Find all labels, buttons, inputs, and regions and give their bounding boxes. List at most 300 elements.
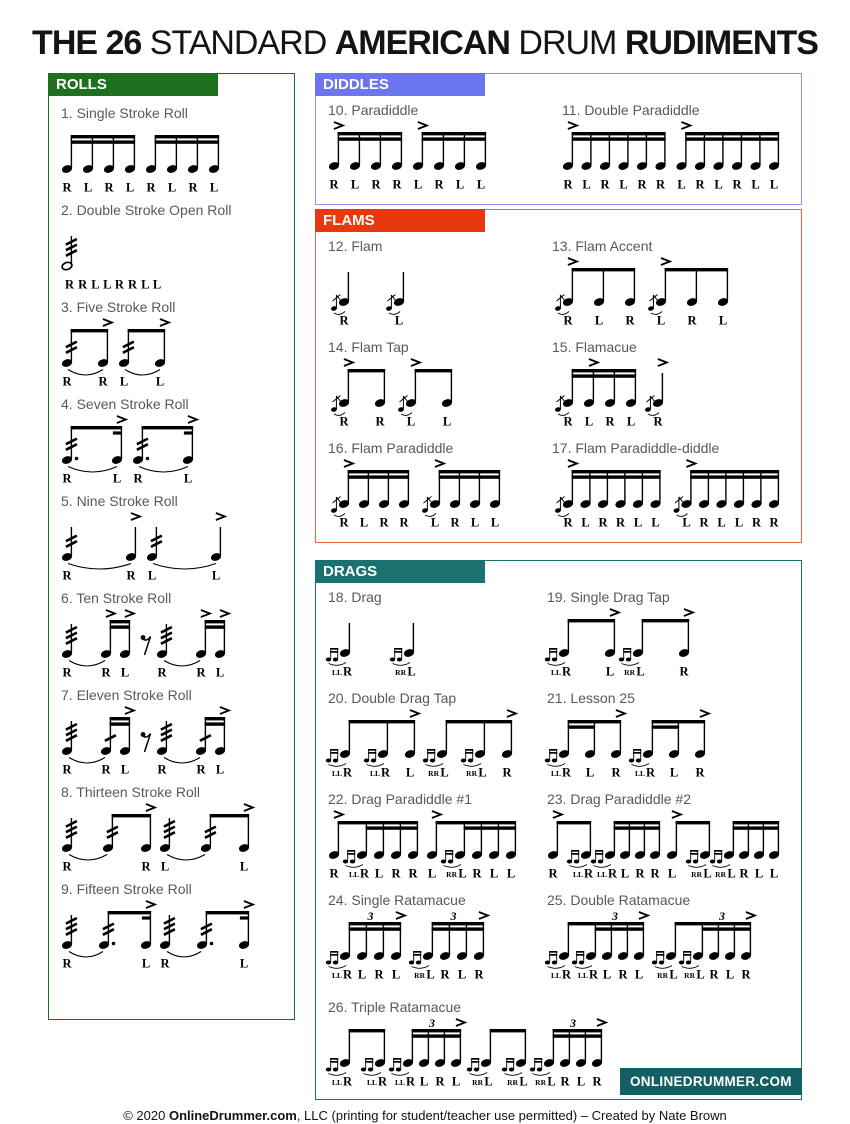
notation-figure: [328, 357, 470, 431]
svg-text:3: 3: [570, 1016, 576, 1030]
svg-text:L: L: [605, 664, 615, 679]
svg-text:R: R: [741, 967, 751, 982]
rudiment-label: 4. Seven Stroke Roll: [61, 396, 189, 412]
svg-text:L: L: [594, 313, 604, 328]
svg-text:R: R: [655, 177, 666, 192]
svg-text:R: R: [561, 967, 572, 982]
rudiment-label: 8. Thirteen Stroke Roll: [61, 784, 201, 800]
svg-text:R: R: [588, 967, 599, 982]
svg-text:L: L: [442, 414, 452, 429]
rudiment-item: [61, 105, 290, 197]
notation-figure: [547, 809, 797, 883]
rudiment-label: 25. Double Ratamacue: [547, 892, 691, 908]
svg-text:R: R: [502, 765, 512, 780]
rudiment-label: 1. Single Stroke Roll: [61, 105, 188, 121]
right-column: [315, 73, 802, 1100]
svg-text:R: R: [377, 1074, 388, 1089]
svg-text:R: R: [408, 866, 418, 881]
rudiment-label: 18. Drag: [328, 589, 382, 605]
rolls-item-list: [49, 97, 294, 973]
svg-text:R: R: [474, 967, 484, 982]
svg-text:L: L: [215, 665, 225, 680]
svg-text:L: L: [584, 414, 594, 429]
notation-figure: [328, 1017, 620, 1091]
svg-text:R: R: [146, 180, 156, 195]
svg-text:L: L: [426, 967, 435, 982]
rudiment-item: [328, 685, 547, 782]
svg-text:R: R: [440, 967, 450, 982]
svg-text:L: L: [626, 414, 636, 429]
svg-text:L: L: [451, 1074, 461, 1089]
svg-text:R: R: [592, 1074, 602, 1089]
diddles-item-list: [316, 97, 801, 204]
svg-text:R: R: [339, 515, 349, 530]
notation-figure: [328, 809, 534, 883]
svg-text:R: R: [560, 1074, 570, 1089]
drags-item-list: [316, 584, 801, 994]
svg-text:LL: LL: [572, 870, 583, 879]
rudiment-label: 16. Flam Paradiddle: [328, 440, 454, 456]
svg-text:R: R: [548, 866, 558, 881]
svg-text:RR: RR: [507, 1078, 518, 1087]
title-segment: AMERICAN: [334, 24, 519, 62]
svg-text:R: R: [133, 471, 143, 486]
svg-text:LL: LL: [348, 870, 359, 879]
rudiment-item: [328, 584, 547, 681]
svg-text:R: R: [699, 515, 709, 530]
rudiment-label: 22. Drag Paradiddle #1: [328, 791, 472, 807]
svg-text:R: R: [371, 177, 381, 192]
svg-text:RR: RR: [395, 668, 406, 677]
svg-text:R: R: [605, 414, 615, 429]
rudiment-item: [61, 202, 290, 294]
notation-figure: [328, 607, 432, 681]
svg-text:R: R: [157, 665, 167, 680]
svg-text:RR: RR: [684, 971, 695, 980]
svg-text:R: R: [379, 515, 389, 530]
svg-text:RR: RR: [535, 1078, 546, 1087]
rudiment-item: [328, 97, 562, 194]
svg-text:R: R: [561, 765, 572, 780]
rudiment-item: [552, 233, 797, 330]
rudiment-label: 3. Five Stroke Roll: [61, 299, 176, 315]
svg-text:L: L: [619, 177, 628, 192]
svg-text:R: R: [329, 866, 339, 881]
svg-text:3: 3: [612, 909, 618, 923]
svg-text:L: L: [669, 765, 679, 780]
svg-text:L: L: [374, 866, 384, 881]
svg-text:R: R: [160, 956, 170, 971]
rudiment-item: [61, 687, 290, 779]
rudiment-label: 11. Double Paradiddle: [562, 102, 700, 118]
footer-prefix: © 2020: [123, 1108, 169, 1123]
svg-text:LL: LL: [550, 668, 561, 677]
svg-text:R: R: [342, 1074, 353, 1089]
svg-text:R: R: [618, 967, 628, 982]
rudiment-label: 12. Flam: [328, 238, 383, 254]
svg-text:R: R: [62, 180, 72, 195]
svg-text:R: R: [563, 313, 573, 328]
svg-text:R R L L R R L L: R R L L R R L L: [65, 277, 162, 292]
notation-figure: [328, 458, 518, 532]
svg-text:R: R: [374, 967, 384, 982]
svg-text:R: R: [62, 665, 72, 680]
svg-text:L: L: [357, 967, 367, 982]
svg-text:LL: LL: [550, 971, 561, 980]
svg-text:R: R: [342, 967, 353, 982]
rudiment-label: 7. Eleven Stroke Roll: [61, 687, 192, 703]
svg-text:LL: LL: [331, 769, 342, 778]
svg-text:RR: RR: [446, 870, 457, 879]
svg-text:R: R: [687, 313, 697, 328]
svg-text:L: L: [547, 1074, 556, 1089]
svg-text:R: R: [157, 762, 167, 777]
title-segment: THE 26: [32, 24, 150, 62]
svg-text:RR: RR: [428, 769, 439, 778]
svg-text:R: R: [196, 665, 206, 680]
svg-text:RR: RR: [472, 1078, 483, 1087]
notation-figure: [547, 607, 707, 681]
svg-text:R: R: [375, 414, 385, 429]
svg-text:L: L: [489, 866, 499, 881]
notation-figure: [328, 708, 530, 782]
rudiment-item: [61, 493, 290, 585]
svg-text:R: R: [62, 374, 72, 389]
rudiment-label: 2. Double Stroke Open Roll: [61, 202, 232, 218]
rudiment-label: 13. Flam Accent: [552, 238, 653, 254]
section-header-rolls: ROLLS: [48, 73, 218, 96]
svg-text:L: L: [714, 177, 723, 192]
svg-text:LL: LL: [331, 1078, 342, 1087]
svg-text:R: R: [563, 177, 573, 192]
content-columns: [48, 73, 802, 1100]
svg-text:L: L: [239, 859, 249, 874]
svg-text:L: L: [394, 313, 404, 328]
svg-text:R: R: [329, 177, 339, 192]
svg-text:R: R: [625, 313, 635, 328]
svg-text:R: R: [101, 762, 111, 777]
svg-text:R: R: [709, 967, 719, 982]
svg-text:L: L: [239, 956, 249, 971]
svg-text:R: R: [62, 956, 72, 971]
page-title: [20, 24, 830, 63]
svg-text:LL: LL: [596, 870, 607, 879]
rudiment-item: [328, 233, 552, 330]
svg-text:L: L: [667, 866, 677, 881]
svg-text:R: R: [342, 664, 353, 679]
svg-text:L: L: [413, 177, 423, 192]
footer-brand: OnlineDrummer.com: [168, 1108, 297, 1123]
svg-text:R: R: [679, 664, 689, 679]
notation-figure: [552, 357, 681, 431]
section-diddles: [315, 73, 802, 205]
svg-text:R: R: [405, 1074, 416, 1089]
svg-text:R: R: [650, 866, 660, 881]
svg-text:R: R: [359, 866, 370, 881]
svg-text:L: L: [470, 515, 480, 530]
rudiment-item: [61, 881, 290, 973]
notation-figure: [562, 120, 797, 194]
rudiment-label: 17. Flam Paradiddle-diddle: [552, 440, 720, 456]
svg-text:L: L: [407, 664, 416, 679]
left-column: [48, 73, 295, 1020]
svg-text:R: R: [563, 414, 573, 429]
svg-text:L: L: [576, 1074, 586, 1089]
svg-text:3: 3: [367, 909, 374, 923]
rudiment-label: 10. Paradiddle: [328, 102, 419, 118]
rudiments-sheet: [0, 24, 850, 1123]
svg-text:R: R: [188, 180, 198, 195]
svg-text:R: R: [392, 177, 402, 192]
svg-text:LL: LL: [331, 668, 342, 677]
svg-text:LL: LL: [634, 769, 645, 778]
svg-text:L: L: [634, 967, 644, 982]
svg-text:RR: RR: [691, 870, 702, 879]
svg-text:LL: LL: [331, 971, 342, 980]
rudiment-label: 23. Drag Paradiddle #2: [547, 791, 691, 807]
svg-text:L: L: [581, 515, 590, 530]
notation-figure: [547, 910, 769, 984]
svg-text:R: R: [732, 177, 742, 192]
rudiment-item: [328, 999, 620, 1091]
section-header-drags: DRAGS: [315, 560, 485, 583]
svg-text:L: L: [519, 1074, 528, 1089]
svg-text:L: L: [582, 177, 591, 192]
rudiment-item: [562, 97, 797, 194]
notation-figure: [61, 511, 239, 585]
rudiment-label: 14. Flam Tap: [328, 339, 409, 355]
svg-text:R: R: [380, 765, 391, 780]
svg-text:L: L: [215, 762, 225, 777]
title-segment: DRUM: [518, 24, 625, 62]
svg-text:R: R: [611, 765, 621, 780]
svg-text:L: L: [209, 180, 219, 195]
rudiment-item: [61, 396, 290, 488]
svg-text:R: R: [434, 177, 444, 192]
svg-text:3: 3: [719, 909, 725, 923]
svg-text:L: L: [430, 515, 440, 530]
svg-text:L: L: [484, 1074, 493, 1089]
footer-suffix: , LLC (printing for student/teacher use permitted) – Created by Nate Brown: [296, 1108, 727, 1123]
svg-text:R: R: [472, 866, 482, 881]
rudiment-label: 21. Lesson 25: [547, 690, 635, 706]
svg-text:3: 3: [450, 909, 457, 923]
svg-text:L: L: [717, 515, 726, 530]
notation-figure: [552, 256, 746, 330]
svg-text:R: R: [126, 568, 136, 583]
svg-text:L: L: [703, 866, 712, 881]
rudiment-label: 9. Fifteen Stroke Roll: [61, 881, 192, 897]
svg-text:R: R: [637, 177, 647, 192]
svg-text:R: R: [104, 180, 114, 195]
notation-figure: [61, 608, 243, 682]
rudiment-item: [328, 786, 547, 883]
svg-text:L: L: [478, 765, 487, 780]
svg-text:R: R: [62, 762, 72, 777]
section-rolls: [48, 73, 295, 1020]
svg-text:R: R: [598, 515, 608, 530]
drags-bottom-row: [316, 994, 801, 1099]
svg-text:RR: RR: [657, 971, 668, 980]
svg-text:L: L: [585, 765, 595, 780]
svg-text:L: L: [359, 515, 369, 530]
svg-text:L: L: [476, 177, 486, 192]
svg-text:R: R: [339, 414, 349, 429]
rudiment-item: [328, 435, 552, 532]
svg-text:L: L: [120, 665, 130, 680]
svg-text:L: L: [141, 956, 151, 971]
svg-text:L: L: [602, 967, 612, 982]
svg-text:L: L: [633, 515, 643, 530]
svg-text:L: L: [112, 471, 122, 486]
rudiment-item: [328, 887, 547, 984]
svg-text:L: L: [754, 866, 764, 881]
svg-text:L: L: [506, 866, 516, 881]
title-segment: RUDIMENTS: [624, 24, 818, 62]
rudiment-label: 5. Nine Stroke Roll: [61, 493, 178, 509]
svg-text:L: L: [167, 180, 177, 195]
svg-text:LL: LL: [577, 971, 588, 980]
svg-text:L: L: [656, 313, 666, 328]
rudiment-label: 24. Single Ratamacue: [328, 892, 466, 908]
svg-text:R: R: [600, 177, 610, 192]
notation-figure: [328, 910, 502, 984]
notation-figure: [61, 220, 160, 294]
rudiment-label: 26. Triple Ratamacue: [328, 999, 462, 1015]
svg-text:L: L: [160, 859, 170, 874]
rudiment-label: 20. Double Drag Tap: [328, 690, 457, 706]
title-segment: STANDARD: [149, 24, 335, 62]
svg-text:R: R: [635, 866, 645, 881]
svg-text:L: L: [350, 177, 360, 192]
svg-text:R: R: [141, 859, 151, 874]
svg-text:L: L: [455, 177, 465, 192]
svg-text:R: R: [399, 515, 409, 530]
notation-figure: [61, 414, 211, 488]
svg-text:L: L: [651, 515, 660, 530]
section-flams: [315, 209, 802, 543]
svg-text:L: L: [769, 177, 779, 192]
svg-text:L: L: [696, 967, 705, 982]
svg-text:L: L: [83, 180, 93, 195]
svg-text:L: L: [725, 967, 735, 982]
svg-text:R: R: [62, 568, 72, 583]
svg-text:3: 3: [429, 1016, 435, 1030]
svg-text:LL: LL: [550, 769, 561, 778]
svg-text:R: R: [561, 664, 572, 679]
svg-text:L: L: [620, 866, 630, 881]
notation-figure: [61, 317, 183, 391]
svg-text:R: R: [583, 866, 594, 881]
svg-text:LL: LL: [369, 769, 380, 778]
svg-text:L: L: [458, 866, 467, 881]
svg-text:L: L: [636, 664, 645, 679]
svg-text:R: R: [607, 866, 618, 881]
svg-text:L: L: [751, 177, 760, 192]
rudiment-label: 6. Ten Stroke Roll: [61, 590, 172, 606]
svg-text:L: L: [119, 374, 129, 389]
svg-text:L: L: [457, 967, 467, 982]
section-drags: [315, 560, 802, 1100]
svg-text:R: R: [435, 1074, 445, 1089]
rudiment-item: [61, 784, 290, 876]
svg-text:R: R: [695, 177, 705, 192]
rudiment-item: [547, 887, 797, 984]
svg-text:R: R: [653, 414, 663, 429]
drags-wide-item: [328, 994, 620, 1095]
svg-text:L: L: [211, 568, 221, 583]
svg-text:L: L: [682, 515, 691, 530]
svg-text:R: R: [739, 866, 749, 881]
rudiment-item: [61, 299, 290, 391]
flams-item-list: [316, 233, 801, 542]
rudiment-item: [328, 334, 552, 431]
notation-figure: [552, 458, 797, 532]
notation-figure: [61, 899, 267, 973]
section-header-diddles: DIDDLES: [315, 73, 485, 96]
rudiment-item: [547, 584, 797, 681]
svg-text:R: R: [196, 762, 206, 777]
rudiment-label: 15. Flamacue: [552, 339, 637, 355]
svg-text:R: R: [645, 765, 656, 780]
svg-text:RR: RR: [466, 769, 477, 778]
svg-text:L: L: [769, 866, 779, 881]
svg-text:R: R: [62, 471, 72, 486]
svg-text:L: L: [155, 374, 165, 389]
svg-text:RR: RR: [715, 870, 726, 879]
svg-text:LL: LL: [394, 1078, 405, 1087]
svg-text:L: L: [718, 313, 728, 328]
svg-text:L: L: [406, 414, 416, 429]
svg-text:R: R: [98, 374, 108, 389]
svg-text:R: R: [615, 515, 626, 530]
svg-text:R: R: [101, 665, 111, 680]
notation-figure: [61, 802, 267, 876]
rudiment-item: [547, 786, 797, 883]
svg-text:L: L: [147, 568, 157, 583]
section-header-flams: FLAMS: [315, 209, 485, 232]
svg-text:L: L: [734, 515, 744, 530]
rudiment-item: [552, 435, 797, 532]
rudiment-item: [61, 590, 290, 682]
copyright-footer: [0, 1108, 850, 1123]
svg-text:L: L: [440, 765, 449, 780]
notation-figure: [61, 123, 237, 197]
rudiment-label: 19. Single Drag Tap: [547, 589, 670, 605]
svg-text:R: R: [342, 765, 353, 780]
svg-text:R: R: [769, 515, 779, 530]
svg-text:L: L: [669, 967, 678, 982]
rudiment-item: [547, 685, 797, 782]
svg-text:L: L: [183, 471, 193, 486]
svg-text:L: L: [727, 866, 736, 881]
notation-figure: [547, 708, 723, 782]
svg-text:L: L: [427, 866, 437, 881]
svg-text:L: L: [677, 177, 686, 192]
svg-text:RR: RR: [624, 668, 635, 677]
svg-text:R: R: [751, 515, 762, 530]
svg-text:L: L: [419, 1074, 429, 1089]
svg-text:L: L: [125, 180, 135, 195]
svg-text:R: R: [62, 859, 72, 874]
svg-text:R: R: [450, 515, 460, 530]
notation-figure: [328, 256, 422, 330]
notation-figure: [328, 120, 504, 194]
svg-text:RR: RR: [414, 971, 425, 980]
notation-figure: [61, 705, 243, 779]
svg-text:R: R: [563, 515, 573, 530]
rudiment-item: [552, 334, 797, 431]
